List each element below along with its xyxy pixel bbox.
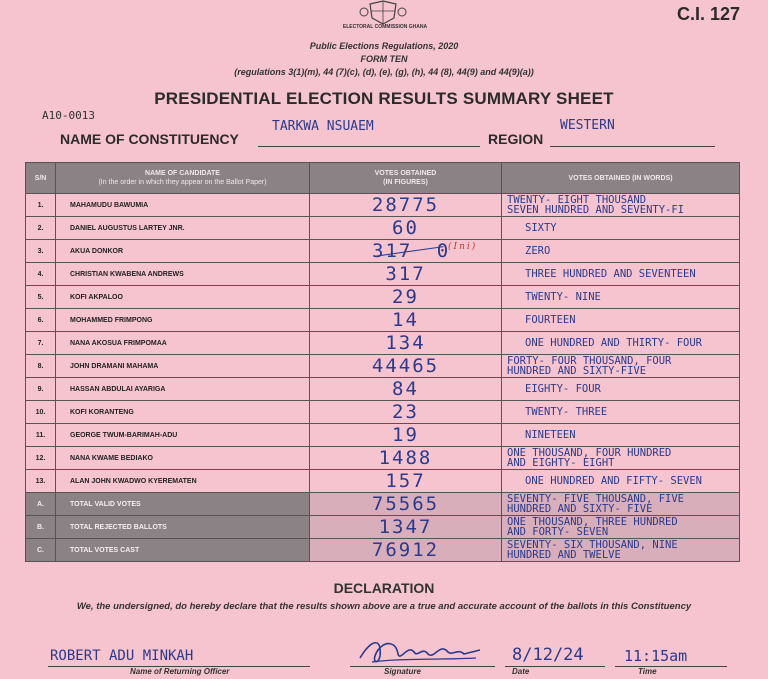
votes-words-cell — [502, 263, 740, 286]
form-name: FORM TEN — [360, 54, 408, 64]
regulations-ref: (regulations 3(1)(m), 44 (7)(c), (d), (e), (g), (h), 44 (8), 44(9) and 44(9)(a)) — [234, 67, 534, 77]
votes-words-cell — [502, 470, 740, 493]
votes-figure: 76912 — [371, 539, 440, 561]
signature-underline — [350, 666, 495, 667]
candidate-row — [26, 401, 740, 424]
candidate-name: KOFI KORANTENG — [56, 401, 310, 424]
candidate-name: AKUA DONKOR — [56, 240, 310, 263]
candidate-name: CHRISTIAN KWABENA ANDREWS — [56, 263, 310, 286]
candidate-name: JOHN DRAMANI MAHAMA — [56, 355, 310, 378]
votes-figures-cell — [310, 194, 502, 217]
candidate-name: NANA AKOSUA FRIMPOMAA — [56, 332, 310, 355]
region-underline — [550, 146, 715, 147]
votes-figures-cell — [310, 401, 502, 424]
candidate-name: KOFI AKPALOO — [56, 286, 310, 309]
total-label: TOTAL VALID VOTES — [56, 493, 310, 516]
votes-figure: 60 — [392, 217, 419, 239]
votes-words-cell — [502, 539, 740, 562]
votes-words-cell — [502, 401, 740, 424]
time-label: Time — [638, 667, 657, 676]
table-header-row — [26, 163, 740, 194]
reference-code: A10-0013 — [42, 109, 95, 122]
struck-figure: 317 — [372, 240, 413, 262]
votes-figure: 84 — [392, 378, 419, 400]
time-underline — [615, 666, 727, 667]
row-number: 4. — [26, 263, 56, 286]
total-row — [26, 516, 740, 539]
votes-words-line: AND EIGHTY- EIGHT — [507, 457, 615, 469]
votes-figure: 19 — [392, 424, 419, 446]
page-title: PRESIDENTIAL ELECTION RESULTS SUMMARY SHEET — [154, 89, 614, 108]
votes-figures-cell — [310, 539, 502, 562]
row-number: 2. — [26, 217, 56, 240]
votes-figures-cell — [310, 355, 502, 378]
candidate-name: ALAN JOHN KWADWO KYEREMATEN — [56, 470, 310, 493]
votes-words-line: AND FORTY- SEVEN — [507, 526, 609, 538]
candidate-name: GEORGE TWUM-BARIMAH-ADU — [56, 424, 310, 447]
votes-figures-cell — [310, 332, 502, 355]
votes-figure: 23 — [392, 401, 419, 423]
declaration-title: DECLARATION — [333, 580, 435, 596]
votes-words-line: ONE HUNDRED AND FIFTY- SEVEN — [525, 475, 703, 487]
region-value: WESTERN — [560, 118, 615, 133]
votes-words-line: FORTY- FOUR THOUSAND, FOUR — [507, 355, 672, 367]
votes-figure: 317 — [385, 263, 426, 285]
candidate-row — [26, 470, 740, 493]
votes-figure: 134 — [385, 332, 426, 354]
row-number: 1. — [26, 194, 56, 217]
row-number: C. — [26, 539, 56, 562]
candidate-name: DANIEL AUGUSTUS LARTEY JNR. — [56, 217, 310, 240]
header-sn: S/N — [26, 163, 56, 194]
votes-words-line: HUNDRED AND SIXTY- FIVE — [507, 503, 653, 515]
votes-figure: 29 — [392, 286, 419, 308]
votes-figures-cell — [310, 240, 502, 263]
candidate-row — [26, 447, 740, 470]
row-number: A. — [26, 493, 56, 516]
header-name — [56, 163, 310, 194]
total-row — [26, 493, 740, 516]
votes-figures-cell — [310, 470, 502, 493]
date-label: Date — [512, 667, 530, 676]
votes-words-line: SEVENTY- FIVE THOUSAND, FIVE — [507, 493, 685, 505]
candidate-row — [26, 263, 740, 286]
signature-label: Signature — [384, 667, 421, 676]
votes-words-cell — [502, 424, 740, 447]
votes-words-line: NINETEEN — [525, 429, 576, 441]
votes-words-line: ONE HUNDRED AND THIRTY- FOUR — [525, 337, 703, 349]
votes-figures-cell — [310, 309, 502, 332]
total-label: TOTAL VOTES CAST — [56, 539, 310, 562]
votes-words-line: HUNDRED AND TWELVE — [507, 549, 621, 561]
correction-initial: (Ini) — [448, 242, 478, 252]
candidate-row — [26, 240, 740, 263]
candidate-row — [26, 355, 740, 378]
votes-words-cell — [502, 493, 740, 516]
returning-officer-name: ROBERT ADU MINKAH — [50, 648, 194, 664]
votes-words-line: ZERO — [525, 245, 551, 257]
header-figures-sub: (IN FIGURES) — [383, 179, 428, 186]
votes-figures-cell — [310, 286, 502, 309]
row-number: 13. — [26, 470, 56, 493]
row-number: 9. — [26, 378, 56, 401]
votes-words-line: FOURTEEN — [525, 314, 576, 326]
header-words: VOTES OBTAINED (IN WORDS) — [502, 163, 740, 194]
votes-words-cell — [502, 516, 740, 539]
votes-words-cell — [502, 447, 740, 470]
votes-figures-cell — [310, 516, 502, 539]
officer-label: Name of Returning Officer — [130, 667, 230, 676]
row-number: 12. — [26, 447, 56, 470]
votes-words-cell — [502, 217, 740, 240]
constituency-underline — [258, 146, 480, 147]
constituency-value: TARKWA NSUAEM — [272, 119, 374, 134]
regulations-title: Public Elections Regulations, 2020 — [309, 41, 459, 51]
candidate-row — [26, 217, 740, 240]
row-number: 6. — [26, 309, 56, 332]
candidate-row — [26, 286, 740, 309]
votes-figure: 14 — [392, 309, 419, 331]
total-label: TOTAL REJECTED BALLOTS — [56, 516, 310, 539]
votes-words-cell — [502, 309, 740, 332]
votes-words-cell — [502, 378, 740, 401]
candidate-name: MAHAMUDU BAWUMIA — [56, 194, 310, 217]
coat-of-arms-icon — [358, 0, 408, 26]
votes-figures-cell — [310, 493, 502, 516]
row-number: 3. — [26, 240, 56, 263]
votes-words-line: SIXTY — [525, 222, 557, 234]
votes-figure: 1488 — [378, 447, 433, 469]
votes-figure: 157 — [385, 470, 426, 492]
votes-words-line: ONE THOUSAND, FOUR HUNDRED — [507, 447, 672, 459]
time-value: 11:15am — [624, 647, 688, 665]
votes-words-line: THREE HUNDRED AND SEVENTEEN — [525, 268, 696, 280]
candidate-row — [26, 194, 740, 217]
candidate-name: NANA KWAME BEDIAKO — [56, 447, 310, 470]
votes-words-cell — [502, 332, 740, 355]
row-number: 11. — [26, 424, 56, 447]
votes-figures-cell — [310, 217, 502, 240]
votes-words-line: SEVENTY- SIX THOUSAND, NINE — [507, 539, 678, 551]
votes-words-line: TWENTY- THREE — [525, 406, 608, 418]
candidate-row — [26, 309, 740, 332]
votes-figures-cell — [310, 378, 502, 401]
votes-figure: 1347 — [378, 516, 433, 538]
form-code: C.I. 127 — [676, 4, 740, 24]
total-row — [26, 539, 740, 562]
region-label: REGION — [488, 131, 544, 147]
votes-words-line: ONE THOUSAND, THREE HUNDRED — [507, 516, 678, 528]
header-figures — [310, 163, 502, 194]
votes-words-line: SEVEN HUNDRED AND SEVENTY-FI — [507, 204, 685, 216]
regulations-block — [0, 40, 768, 79]
votes-words-cell — [502, 194, 740, 217]
votes-words-line: TWENTY- NINE — [525, 291, 601, 303]
header-figures-label: VOTES OBTAINED — [374, 170, 437, 177]
row-number: B. — [26, 516, 56, 539]
date-value: 8/12/24 — [512, 645, 584, 665]
results-table — [25, 162, 740, 562]
votes-figure: 28775 — [371, 194, 440, 216]
candidate-row — [26, 332, 740, 355]
votes-figure: 0 — [436, 240, 451, 262]
commission-label: ELECTORAL COMMISSION GHANA — [342, 24, 428, 30]
votes-words-line: EIGHTY- FOUR — [525, 383, 601, 395]
row-number: 10. — [26, 401, 56, 424]
votes-figures-cell — [310, 263, 502, 286]
votes-figure: 44465 — [371, 355, 440, 377]
header-name-label: NAME OF CANDIDATE — [145, 170, 220, 177]
votes-figure: 75565 — [371, 493, 440, 515]
declaration-text: We, the undersigned, do hereby declare that the results shown above are a true and accurate account of the ballots in this Constituency — [76, 601, 692, 612]
candidate-name: MOHAMMED FRIMPONG — [56, 309, 310, 332]
votes-words-cell — [502, 286, 740, 309]
candidate-name: HASSAN ABDULAI AYARIGA — [56, 378, 310, 401]
candidate-row — [26, 424, 740, 447]
votes-words-line: HUNDRED AND SIXTY-FIVE — [507, 365, 647, 377]
votes-figures-cell — [310, 447, 502, 470]
header-name-sub: (In the order in which they appear on the Ballot Paper) — [98, 179, 267, 186]
votes-words-cell — [502, 240, 740, 263]
row-number: 7. — [26, 332, 56, 355]
row-number: 8. — [26, 355, 56, 378]
votes-words-line: TWENTY- EIGHT THOUSAND — [507, 194, 647, 206]
row-number: 5. — [26, 286, 56, 309]
votes-figures-cell — [310, 424, 502, 447]
votes-words-cell — [502, 355, 740, 378]
candidate-row — [26, 378, 740, 401]
constituency-label: NAME OF CONSTITUENCY — [60, 131, 239, 147]
